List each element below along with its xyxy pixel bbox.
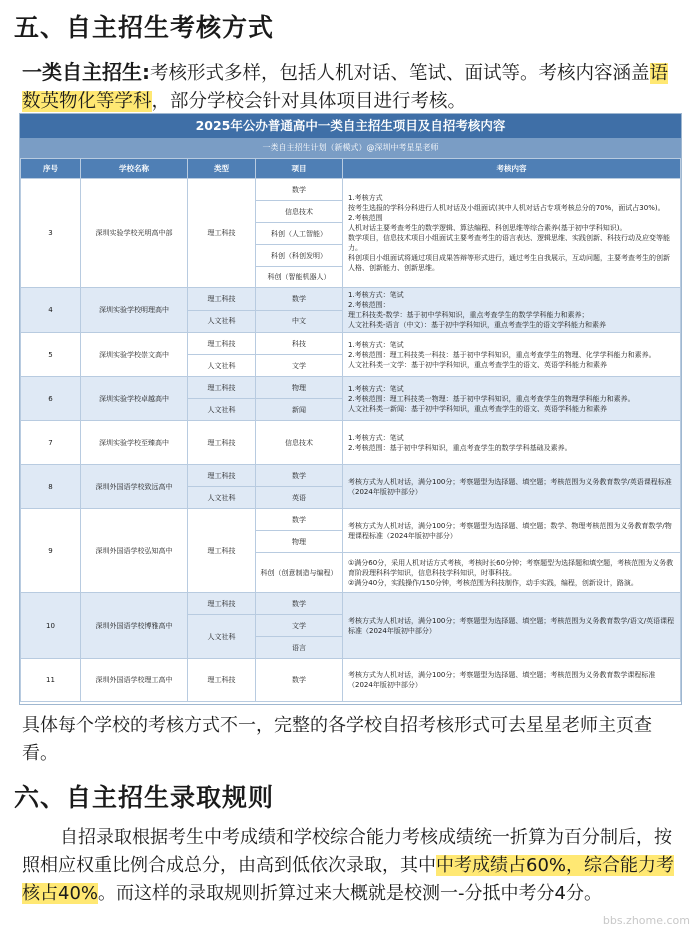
header-no: 序号 xyxy=(21,159,81,179)
row-project: 中文 xyxy=(256,310,343,333)
watermark: bbs.zhome.com xyxy=(602,914,690,927)
table-row xyxy=(21,179,681,201)
row-no: 3 xyxy=(21,179,81,288)
row-content: 1.考核方式：笔试 2.考核范围：理工科技类一物理：基于初中学科知识，重点考查学生的物理学科能力和素养。 人文社科类一新闻：基于初中学科知识，重点考查学生的语文、英语学科能力和素养 xyxy=(343,377,681,421)
row-type: 理工科技 xyxy=(188,465,256,487)
row-content: 1.考核方式：笔试 2.考核范围：基于初中学科知识，重点考查学生的数学学科基础及素养。 xyxy=(343,421,681,465)
row-type: 人文社科 xyxy=(188,615,256,659)
outro-text: 具体每个学校的考核方式不一，完整的各学校自招考核形式可去星星老师主页查看。 xyxy=(22,715,652,764)
row-type: 人文社科 xyxy=(188,355,256,377)
row-project: 文学 xyxy=(256,615,343,637)
rule-highlight: 中考成绩占60%，综合能力考核占40% xyxy=(22,855,675,904)
table-title: 2025年公办普通高中一类自主招生项目及自招考核内容 xyxy=(20,114,681,138)
row-content: 1.考核方式：笔试 2.考核范围：理工科技类一科技：基于初中学科知识，重点考查学生的物理、化学学科能力和素养。 人文社科类一文学：基于初中学科知识，重点考查学生的语文、英语学科能力和素养 xyxy=(343,333,681,377)
row-school: 深圳实验学校光明高中部 xyxy=(81,179,188,288)
intro-text-b: ，部分学校会针对具体项目进行考核。 xyxy=(151,91,467,112)
row-project: 科创（智能机器人） xyxy=(256,267,343,288)
intro-text-a: 考核形式多样，包括人机对话、笔试、面试等。考核内容涵盖 xyxy=(150,63,650,84)
row-school: 深圳实验学校崇文高中 xyxy=(81,333,188,377)
row-type: 理工科技 xyxy=(188,179,256,288)
row-project: 语言 xyxy=(256,637,343,659)
row-type: 理工科技 xyxy=(188,593,256,615)
table-row xyxy=(21,659,681,702)
table-subtitle: 一类自主招生计划（新模式）@深圳中考星星老师 xyxy=(20,138,681,158)
header-content: 考核内容 xyxy=(343,159,681,179)
row-project: 科创（科创发明） xyxy=(256,245,343,267)
row-school: 深圳实验学校至臻高中 xyxy=(81,421,188,465)
section-6-text xyxy=(22,824,682,908)
header-project: 项目 xyxy=(256,159,343,179)
row-school: 深圳外国语学校理工高中 xyxy=(81,659,188,702)
row-project: 物理 xyxy=(256,531,343,553)
row-school: 深圳实验学校卓越高中 xyxy=(81,377,188,421)
row-project: 英语 xyxy=(256,487,343,509)
header-school: 学校名称 xyxy=(81,159,188,179)
row-content: 考核方式为人机对话，满分100分；考察题型为选择题、填空题；数学、物理考核范围为义务教育数学/物理课程标准（2024年版初中部分） xyxy=(343,509,681,553)
rule-text-b: 。而这样的录取规则折算过来大概就是校测一-分抵中考分4分。 xyxy=(98,883,602,904)
row-project: 信息技术 xyxy=(256,201,343,223)
row-project: 新闻 xyxy=(256,399,343,421)
row-type: 理工科技 xyxy=(188,509,256,593)
row-project: 数学 xyxy=(256,465,343,487)
row-type: 人文社科 xyxy=(188,487,256,509)
row-project: 数学 xyxy=(256,179,343,201)
section-5-title: 五、自主招生考核方式 xyxy=(14,13,275,42)
row-no: 7 xyxy=(21,421,81,465)
row-type: 理工科技 xyxy=(188,288,256,311)
row-type: 理工科技 xyxy=(188,333,256,355)
row-school: 深圳实验学校明理高中 xyxy=(81,288,188,333)
table-row xyxy=(21,421,681,465)
row-content: 1.考核方式 按考生选报的学科分科进行人机对话及小组面试(其中人机对话占专项考核总分的70%，面试占30%)。 2.考核范围 人机对话主要考查考生的数学逻辑、算法编程、科创思维等综合素养(基于初中学科知识)。 数学项目，信息技术项目小组面试主要考查考生的语言表达、逻辑思维、实践创新、科技行动及应变等能力。 科创项目小组面试将通过项目成果答辩等形式进行，通过考生自我展示，互动问题，主要考查考生的创新人格、创新能力、创新思维。 xyxy=(343,179,681,288)
row-project: 物理 xyxy=(256,377,343,399)
table-row xyxy=(21,377,681,399)
row-project: 数学 xyxy=(256,593,343,615)
row-content: ①满分60分，采用人机对话方式考核，考核时长60分钟；考察题型为选择题和填空题，考核范围为义务教育阶段理科科学知识，信息科技学科知识，时事科技。 ②满分40分，实践操作/150分钟，考核范围为科技制作，动手实践，编程，创新设计，路演。 xyxy=(343,553,681,593)
row-project: 数学 xyxy=(256,509,343,531)
table-row xyxy=(21,593,681,615)
row-project: 科技 xyxy=(256,333,343,355)
row-no: 11 xyxy=(21,659,81,702)
row-type: 理工科技 xyxy=(188,659,256,702)
row-project: 科创（人工智能） xyxy=(256,223,343,245)
exam-table xyxy=(19,113,682,705)
row-no: 8 xyxy=(21,465,81,509)
section-6-title: 六、自主招生录取规则 xyxy=(14,783,275,812)
exam-table-grid xyxy=(20,158,681,702)
row-no: 4 xyxy=(21,288,81,333)
table-row xyxy=(21,288,681,311)
row-type: 理工科技 xyxy=(188,377,256,399)
row-project: 科创（创意制造与编程） xyxy=(256,553,343,593)
row-school: 深圳外国语学校弘知高中 xyxy=(81,509,188,593)
row-project: 信息技术 xyxy=(256,421,343,465)
row-project: 数学 xyxy=(256,659,343,702)
row-school: 深圳外国语学校致远高中 xyxy=(81,465,188,509)
intro-highlight: 语数英物化等学科 xyxy=(22,63,669,112)
row-no: 5 xyxy=(21,333,81,377)
rule-text-a: 自招录取根据考生中考成绩和学校综合能力考核成绩统一折算为百分制后，按照相应权重比例合成总分，由高到低依次录取，其中 xyxy=(22,827,672,876)
row-school: 深圳外国语学校博雅高中 xyxy=(81,593,188,659)
row-content: 考核方式为人机对话，满分100分；考察题型为选择题、填空题；考核范围为义务教育数学课程标准（2024年版初中部分） xyxy=(343,659,681,702)
row-type: 理工科技 xyxy=(188,421,256,465)
header-type: 类型 xyxy=(188,159,256,179)
row-content: 考核方式为人机对话，满分100分；考察题型为选择题、填空题；考核范围为义务教育数学/英语课程标准（2024年版初中部分） xyxy=(343,465,681,509)
table-row xyxy=(21,509,681,531)
table-row xyxy=(21,465,681,487)
row-no: 10 xyxy=(21,593,81,659)
row-type: 人文社科 xyxy=(188,399,256,421)
intro-label: 一类自主招生: xyxy=(22,60,150,84)
row-content: 考核方式为人机对话，满分100分；考察题型为选择题、填空题；考核范围为义务教育数学/语文/英语课程标准（2024年版初中部分） xyxy=(343,593,681,659)
row-content: 1.考核方式：笔试 2.考核范围： 理工科技类-数学：基于初中学科知识，重点考查学生的数学学科能力和素养； 人文社科类-语言（中文）：基于初中学科知识，重点考查学生的语文学科能力和素养 xyxy=(343,288,681,333)
row-project: 文学 xyxy=(256,355,343,377)
row-no: 9 xyxy=(21,509,81,593)
table-row xyxy=(21,333,681,355)
row-no: 6 xyxy=(21,377,81,421)
section-5-intro xyxy=(22,58,682,116)
row-project: 数学 xyxy=(256,288,343,311)
row-type: 人文社科 xyxy=(188,310,256,333)
